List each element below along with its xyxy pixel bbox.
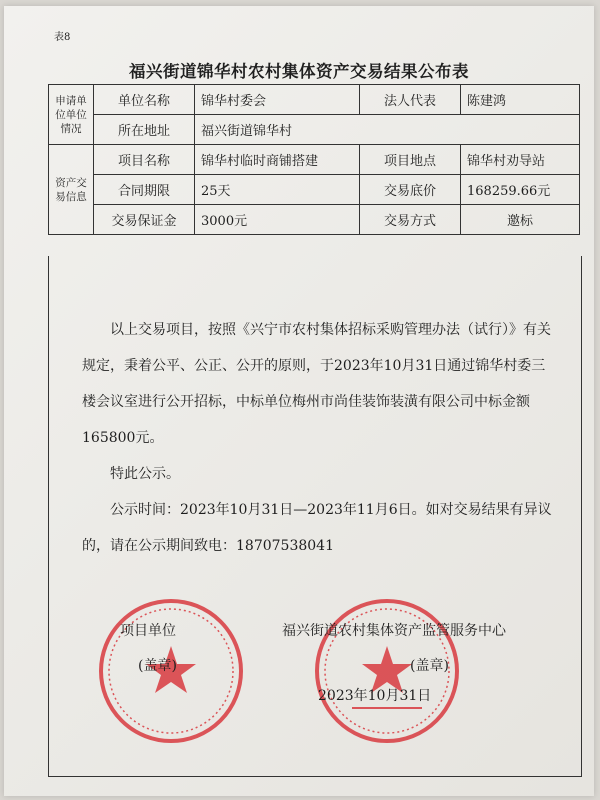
reserve-price-label: 交易底价 xyxy=(360,175,461,205)
deposit-value: 3000元 xyxy=(195,205,360,235)
info-table xyxy=(48,84,580,235)
address-label: 所在地址 xyxy=(94,115,195,145)
reserve-price-value: 168259.66元 xyxy=(461,175,580,205)
asset-group-label: 资产交易信息 xyxy=(49,145,94,235)
table-row xyxy=(49,85,580,115)
project-name-value: 锦华村临时商铺搭建 xyxy=(195,145,360,175)
body-paragraph-period: 公示时间：2023年10月31日—2023年11月6日。如对交易结果有异议的，请在公示期间致电：18707538041 xyxy=(82,502,552,554)
contract-term-value: 25天 xyxy=(195,175,360,205)
method-label: 交易方式 xyxy=(360,205,461,235)
contract-term-label: 合同期限 xyxy=(94,175,195,205)
applicant-group-label: 申请单位单位情况 xyxy=(49,85,94,145)
address-value: 福兴街道锦华村 xyxy=(195,115,580,145)
deposit-label: 交易保证金 xyxy=(94,205,195,235)
project-location-label: 项目地点 xyxy=(360,145,461,175)
legal-rep-label: 法人代表 xyxy=(360,85,461,115)
legal-rep-value: 陈建鸿 xyxy=(461,85,580,115)
body-text xyxy=(82,312,552,564)
table-row xyxy=(49,205,580,235)
table-row xyxy=(49,145,580,175)
body-paragraph-notice: 特此公示。 xyxy=(110,466,180,482)
supervision-center-label: 福兴街道农村集体资产监管服务中心 xyxy=(282,623,506,639)
project-unit-seal: (盖章) xyxy=(138,658,177,674)
project-unit-label: 项目单位 xyxy=(120,623,176,639)
project-location-value: 锦华村劝导站 xyxy=(461,145,580,175)
signature-date: 2023年10月31日 xyxy=(318,688,432,704)
unit-name-label: 单位名称 xyxy=(94,85,195,115)
unit-name-value: 锦华村委会 xyxy=(195,85,360,115)
document-title: 福兴街道锦华村农村集体资产交易结果公布表 xyxy=(129,62,469,81)
method-value: 邀标 xyxy=(461,205,580,235)
form-number: 表8 xyxy=(54,32,71,43)
project-name-label: 项目名称 xyxy=(94,145,195,175)
supervision-center-seal: (盖章) xyxy=(410,658,449,674)
table-row xyxy=(49,175,580,205)
table-row xyxy=(49,115,580,145)
body-paragraph-result: 以上交易项目，按照《兴宁市农村集体招标采购管理办法（试行）》有关规定，秉着公平、公正、公开的原则，于2023年10月31日通过锦华村委三楼会议室进行公开招标，中标单位梅州市尚佳装饰装潢有限公司中标金额165800元。 xyxy=(82,322,551,446)
